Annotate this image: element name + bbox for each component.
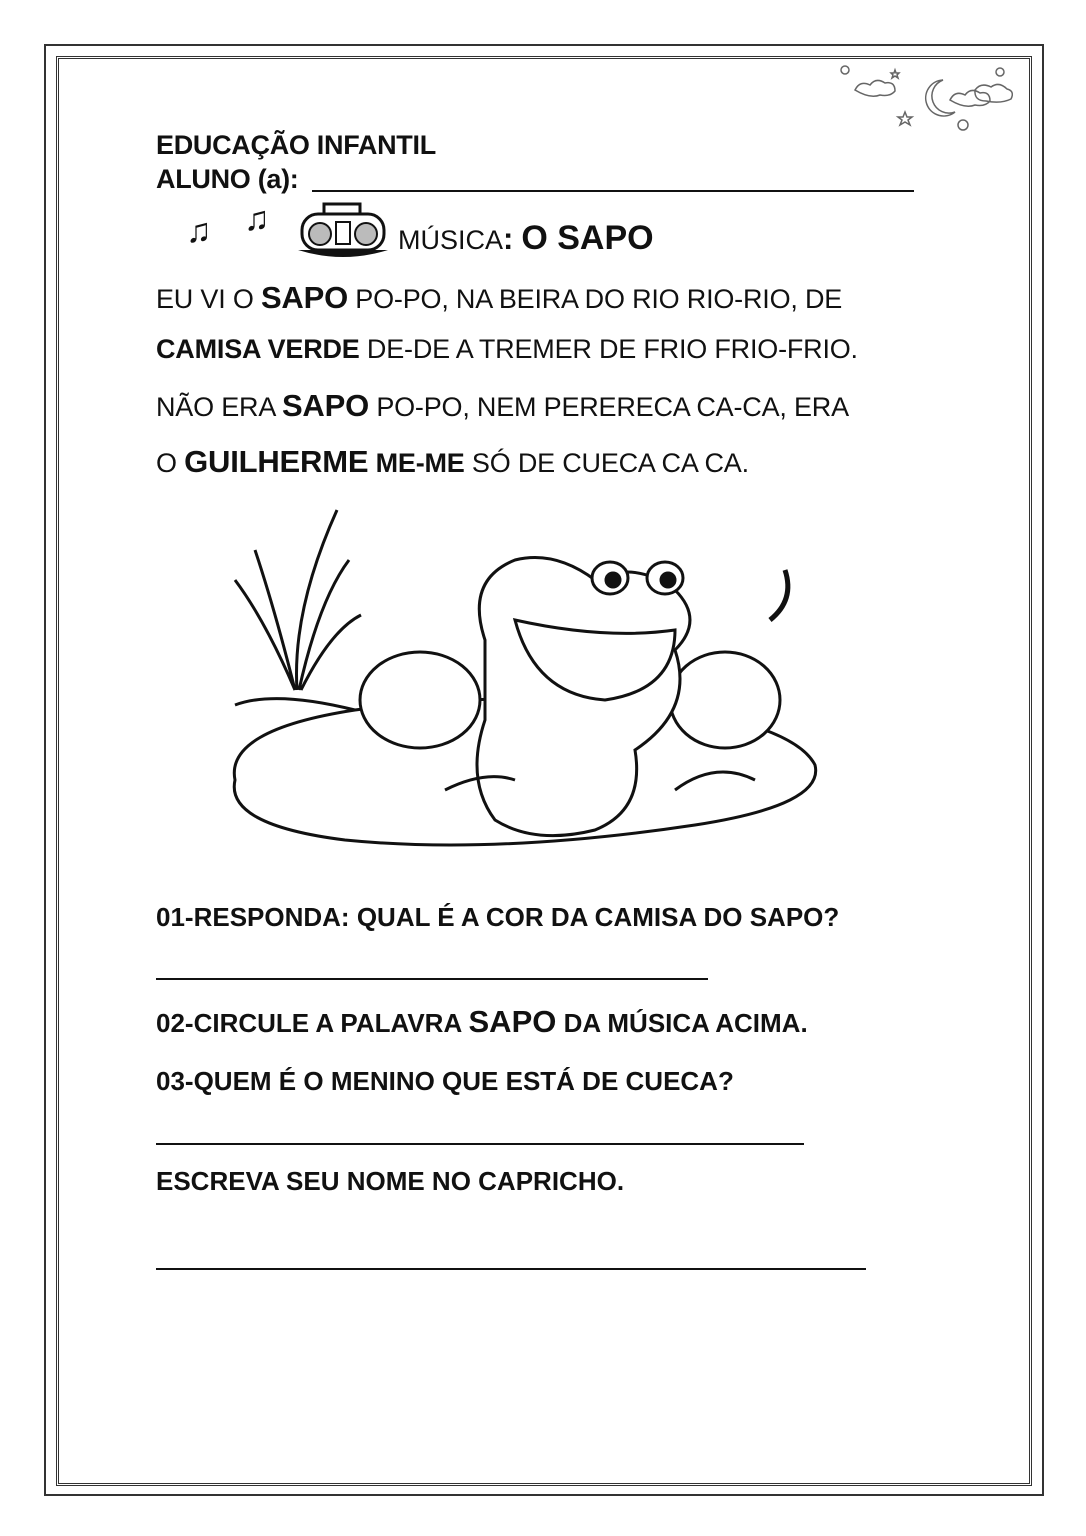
- answer-1-field[interactable]: [156, 978, 708, 980]
- song-title: O SAPO: [521, 219, 654, 257]
- answer-3-field[interactable]: [156, 1143, 804, 1145]
- question-2-word: SAPO: [468, 1004, 557, 1039]
- lyrics-text: DE-DE A TREMER DE FRIO FRIO-FRIO.: [359, 334, 858, 364]
- lyrics-line-2: [156, 334, 858, 365]
- lyrics-bold-word: ME-ME: [368, 448, 465, 478]
- lyrics-text: O: [156, 448, 185, 478]
- lyrics-line-1: [156, 280, 842, 316]
- school-level-heading: EDUCAÇÃO INFANTIL: [156, 130, 436, 160]
- boombox-icon: [296, 198, 390, 260]
- night-sky-clouds-moon-icon: [835, 60, 1025, 140]
- lyrics-text: SÓ DE CUECA CA CA.: [464, 448, 749, 478]
- music-note-icon: ♫: [186, 212, 212, 250]
- lyrics-text: PO-PO, NA BEIRA DO RIO RIO-RIO, DE: [348, 284, 843, 314]
- song-label: MÚSICA: [398, 225, 504, 255]
- question-2: [156, 1004, 808, 1040]
- question-1: 01-RESPONDA: QUAL É A COR DA CAMISA DO SAPO?: [156, 902, 840, 932]
- lyrics-text: PO-PO, NEM PERERECA CA-CA, ERA: [369, 392, 849, 422]
- lyrics-bold-word: CAMISA VERDE: [156, 334, 360, 364]
- lyrics-text: NÃO ERA: [156, 392, 282, 422]
- lyrics-line-4: [156, 444, 749, 480]
- lyrics-bold-word: SAPO: [260, 280, 348, 315]
- question-2-text: 02-CIRCULE A PALAVRA: [156, 1008, 469, 1038]
- frog-on-lily-pad-illustration: [215, 500, 825, 850]
- name-writing-field[interactable]: [156, 1268, 866, 1270]
- student-name-field[interactable]: [312, 190, 914, 192]
- lyrics-line-3: [156, 388, 849, 424]
- student-name-label: ALUNO (a):: [156, 164, 299, 194]
- lyrics-bold-word: SAPO: [281, 388, 370, 423]
- song-title-line: [398, 219, 654, 258]
- write-name-instruction: ESCREVA SEU NOME NO CAPRICHO.: [156, 1166, 625, 1196]
- music-note-icon: ♫: [244, 200, 270, 238]
- lyrics-bold-word: GUILHERME: [184, 444, 369, 479]
- question-3: 03-QUEM É O MENINO QUE ESTÁ DE CUECA?: [156, 1066, 734, 1096]
- song-colon: :: [503, 221, 514, 256]
- question-2-text: DA MÚSICA ACIMA.: [556, 1008, 808, 1038]
- lyrics-text: EU VI O: [156, 284, 261, 314]
